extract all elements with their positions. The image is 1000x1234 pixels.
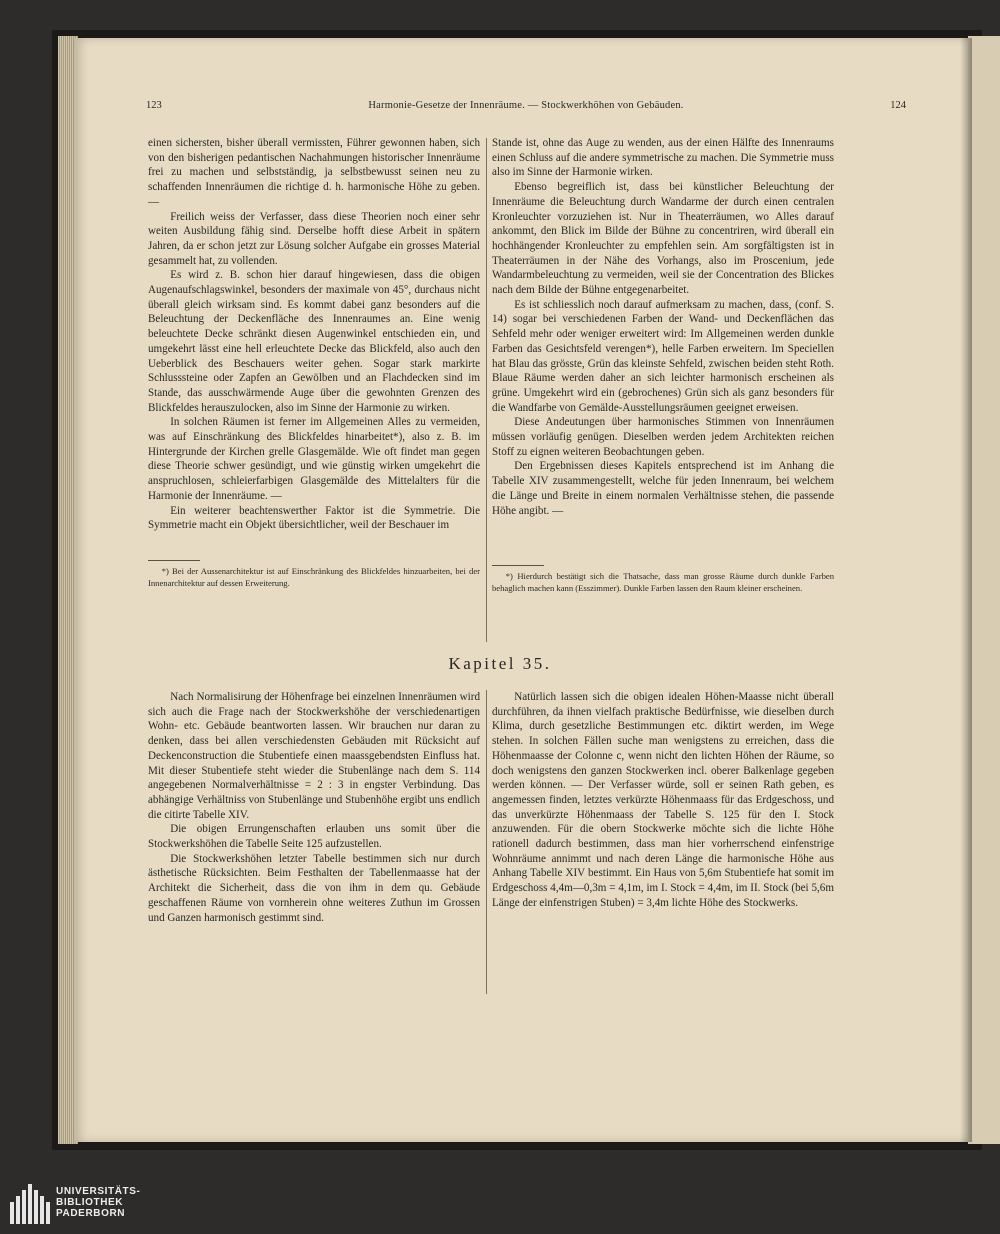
paragraph: einen sichersten, bisher überall vermissten, Führer gewonnen haben, sich von den bisherigen pedantischen Nachahmungen historischer Innenräume frei zu machen und selbstständig, ja selbstbewusst seinen neu zu schaffenden Innenräumen die richtige d. h. harmonische Höhe zu geben. — — [148, 137, 480, 208]
paragraph: In solchen Räumen ist ferner im Allgemeinen Alles zu vermeiden, was auf Einschränkung des Blickfeldes hinarbeitet*), also z. B. im Hintergrunde der Kirchen grelle Glasgemälde. Wie oft findet man gegen diese Theorie schwer gesündigt, und wie günstig wirken umgekehrt die anspruchlosen, schleierfarbigen Glasgemälde des Mittelalters für die Harmonie der Innenräume. — — [148, 416, 480, 502]
logo-line: PADERBORN — [56, 1208, 126, 1219]
footnote-rule-right — [492, 565, 544, 566]
footnote-rule-left — [148, 560, 200, 561]
column-divider-lower — [486, 690, 487, 994]
logo-line: UNIVERSITÄTS- — [56, 1186, 141, 1197]
paragraph: Die obigen Errungenschaften erlauben uns somit über die Stockwerkshöhen die Tabelle Seite 125 aufzustellen. — [148, 823, 480, 851]
page-header — [146, 100, 906, 116]
running-title: Harmonie-Gesetze der Innenräume. — Stockwerkhöhen von Gebäuden. — [368, 100, 684, 111]
logo-line: BIBLIOTHEK — [56, 1197, 124, 1208]
text-column-upper-left — [148, 136, 480, 533]
paragraph: Die Stockwerkshöhen letzter Tabelle bestimmen sich nur durch ästhetische Rücksichten. Beim Festhalten der Tabellenmaasse hat der Architekt die Sicherheit, dass die von ihm in dem qu. Gebäude geschaffenen Räume von vornherein ohne weiteres Zuthun im Grossen und Ganzen harmonisch gestimmt sind. — [148, 852, 480, 924]
text-column-lower-left — [148, 690, 480, 925]
text-column-lower-right — [492, 690, 834, 911]
text-column-upper-right — [492, 136, 834, 518]
footnote-right — [492, 571, 834, 594]
page-number-left: 123 — [146, 100, 162, 111]
library-logo-text — [56, 1186, 140, 1219]
column-divider-upper — [486, 138, 487, 642]
facing-page-edge — [968, 36, 1000, 1144]
page-gutter-shadow — [960, 38, 972, 1142]
paragraph: Freilich weiss der Verfasser, dass diese Theorien noch einer sehr weiten Ausbildung fähig sind. Derselbe hofft diese Arbeit in spätern Jahren, da er schon jetzt zur Lösung solcher Aufgabe ein grosses Material gesammelt hat, zu vollenden. — [148, 210, 480, 267]
footnote-text: *) Bei der Aussenarchitektur ist auf Einschränkung des Blickfeldes hinzuarbeiten, bei der Innenarchitektur auf dessen Erweiterung. — [148, 566, 480, 588]
page-number-right: 124 — [890, 100, 906, 111]
library-logo — [10, 1182, 210, 1226]
paragraph: Es wird z. B. schon hier darauf hingewiesen, dass die obigen Augenaufschlagswinkel, besonders der maximale von 45°, durchaus nicht überall gleich wirksam sind. Es kommt dabei ganz besonders auf die Beleuchtung der Deckenfläche des Innenraumes an. Eine wenig beleuchtete Decke schränkt diesen Augenwinkel entschieden ein, und umgekehrt lässt eine hell erleuchtete Decke das Blickfeld, also auch den Ueberblick des Beschauers weiter gehen. Sogar stark markirte Schlusssteine oder Zapfen an Gewölben und an Flachdecken sind im Stande, das ausschwärmende Auge über die gewohnten Grenzen des Blickfeldes herauszulocken, also im Sinne der Harmonie zu wirken. — [148, 269, 480, 414]
library-logo-icon — [10, 1184, 50, 1224]
paragraph: Es ist schliesslich noch darauf aufmerksam zu machen, dass, (conf. S. 14) sogar bei verschiedenen Farben der Wand- und Deckenflächen das Sehfeld mehr oder weniger erweitert wird: Im Allgemeinen werden dunkle Farben das Gesichtsfeld verengen*), helle Farben erweitern. Im Speciellen hat Blau das grösste, Grün das kleinste Sehfeld, zwischen beiden steht Roth. Blaue Räume werden daher an sich leichter harmonisch erscheinen als grüne. Umgekehrt wird ein (gebrochenes) Grün sich als ganz besonders für die Wandfarbe von Gemälde-Ausstellungsräumen geeignet erweisen. — [492, 298, 834, 414]
footnote-text: *) Hierdurch bestätigt sich die Thatsache, dass man grosse Räume durch dunkle Farben behaglich machen kann (Esszimmer). Dunkle Farben lassen den Raum kleiner erscheinen. — [492, 571, 834, 593]
paragraph: Den Ergebnissen dieses Kapitels entsprechend ist im Anhang die Tabelle XIV zusammengestellt, welche für jeden Innenraum, bei welchem die Länge und Breite in einem normalen Verhältnisse stehen, die passende Höhe angibt. — — [492, 460, 834, 517]
paragraph: Natürlich lassen sich die obigen idealen Höhen-Maasse nicht überall durchführen, da ihnen vielfach praktische Bedürfnisse, wie dieselben durch Klima, durch gesetzliche Bestimmungen etc. diktirt werden, im Wege stehen. In solchen Fällen suche man wenigstens zu erreichen, dass die Höhenmaasse der Colonne c, wenn nicht den lichten Höhen der Räume, so doch wenigstens den ganzen Stockwerken incl. oberer Balkenlage gegeben werden können. — Der Verfasser würde, soll er seinen Rath geben, es angemessen finden, letztes verkürzte Höhenmaass für das Erdgeschoss, und das unverkürzte Höhenmaass der Tabelle S. 125 für den I. Stock anzuwenden. Für die obern Stockwerke möchte sich die lichte Höhe rationell dadurch bestimmen, dass man hier vorherrschend einfenstrige Wohnräume annimmt und nach deren Länge die harmonische Höhe aus Anhang Tabelle XIV bestimmt. Ein Haus von 5,6m Stubentiefe hat somit im Erdgeschoss 4,4m—0,3m = 4,1m, im I. Stock = 4,4m, im II. Stock (bei 5,6m Länge der einfenstrigen Stuben) = 3,4m lichte Höhe des Stockwerks. — [492, 691, 834, 909]
footnote-left — [148, 566, 480, 589]
paragraph: Ein weiterer beachtenswerther Faktor ist die Symmetrie. Die Symmetrie macht ein Objekt übersichtlicher, weil der Beschauer im — [148, 504, 480, 532]
paragraph: Stande ist, ohne das Auge zu wenden, aus der einen Hälfte des Innenraums einen Schluss auf die andere symmetrische zu machen. Die Symmetrie muss also im Sinne der Harmonie wirken. — [492, 137, 834, 179]
paragraph: Diese Andeutungen über harmonisches Stimmen von Innenräumen müssen vorläufig genügen. Dieselben werden jedem Architekten reichen Stoff zu eignen weiteren Beobachtungen geben. — [492, 416, 834, 458]
paragraph: Nach Normalisirung der Höhenfrage bei einzelnen Innenräumen wird sich auch die Frage nach der Stockwerkshöhe der verschiedenartigen Wohn- etc. Gebäude beantworten lassen. Wir brauchen nur daran zu denken, dass bei allen verschiedensten Gebäuden mit Rücksicht auf Deckenconstruction die Stubentiefe einen maassgebendsten Einfluss hat. Mit dieser Stubentiefe steht wieder die Stubenlänge nach dem S. 114 angegebenen Normalverhältnisse = 2 : 3 in engster Verbindung. Das abhängige Verhältniss von Stubenlänge und Stubenhöhe ergibt uns endlich die citirte Tabelle XIV. — [148, 691, 480, 821]
chapter-heading: Kapitel 35. — [448, 654, 552, 673]
paragraph: Ebenso begreiflich ist, dass bei künstlicher Beleuchtung der Innenräume die Beleuchtung durch Wandarme der durch einen centralen Kronleuchter vorzuziehen ist. Nur in Theaterräumen, wo Alles darauf ankommt, den Blick im Bilde der Bühne zu concentriren, wird überall ein hochhängender Kronleuchter zu empfehlen sein. Am sorgfältigsten ist in Theaterräumen in der Nähe des Vorhangs, also im Proscenium, jede Wandarmbeleuchtung zu vermeiden, weil sie der Concentration des Blickes nach dem Bilde der Bühne entgegenarbeitet. — [492, 181, 834, 297]
